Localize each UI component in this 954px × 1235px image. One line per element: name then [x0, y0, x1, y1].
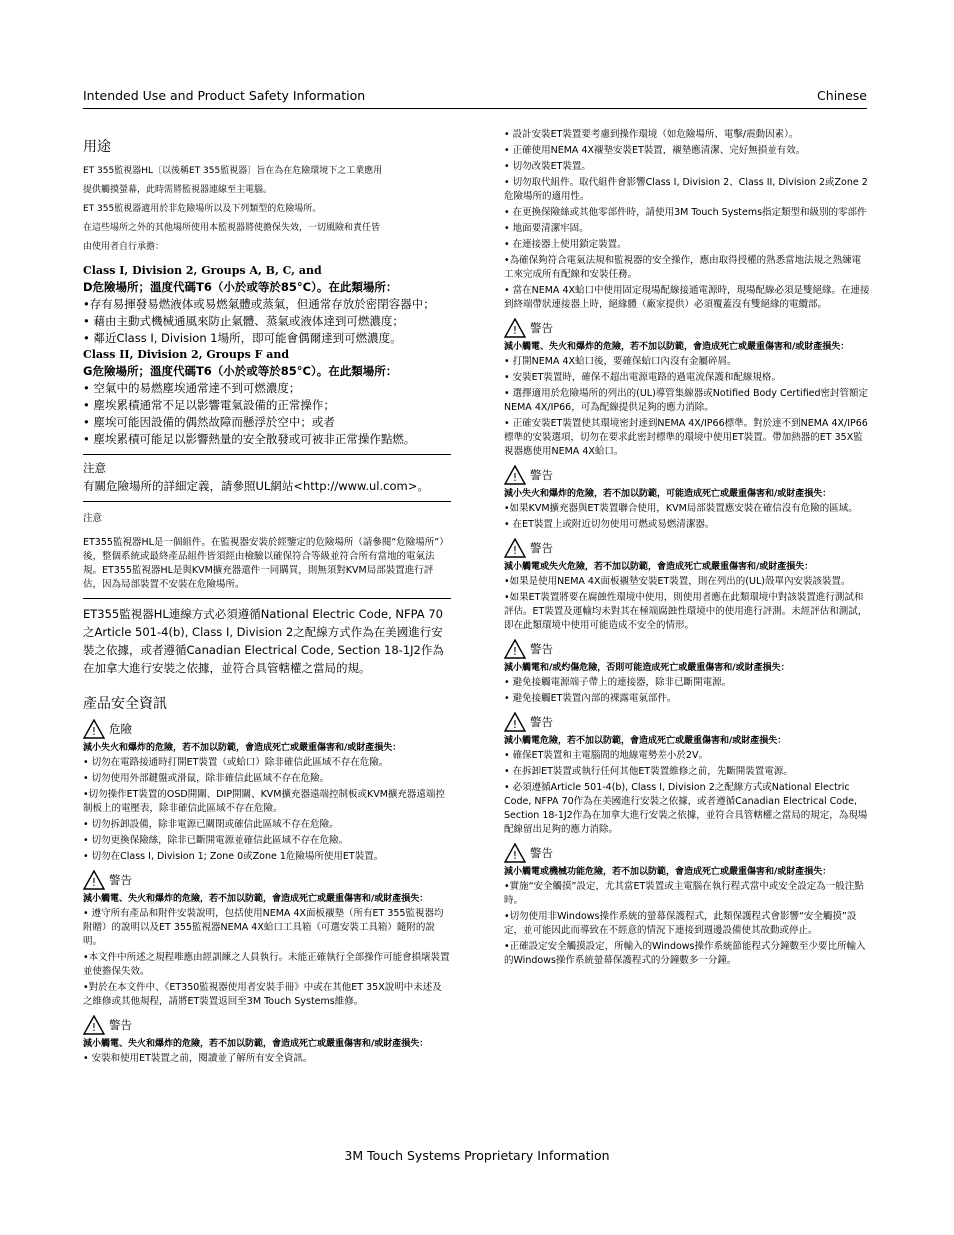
danger-list — [83, 756, 451, 864]
warning-triangle-icon — [83, 1015, 105, 1035]
list-item: • 安裝和使用ET裝置之前，閱讀並了解所有安全資訊。 — [83, 1053, 313, 1064]
warning-head: 減小觸電或機械功能危險，若不加以防範，會造成死亡或嚴重傷害和/或財產損失： — [504, 867, 832, 877]
warning-triangle-icon — [504, 318, 526, 338]
warning-label: 警告 — [109, 1018, 132, 1032]
class2-line: G危險場所；溫度代碼T6（小於或等於85°C）。在此類場所： — [83, 364, 398, 378]
warning-triangle-icon — [504, 465, 526, 485]
header-title: Intended Use and Product Safety Information — [83, 88, 366, 103]
warning-list — [504, 575, 870, 633]
warning-block — [504, 843, 870, 968]
warning-head: 減小失火和爆炸的危險，若不加以防範，可能造成死亡或嚴重傷害和/或財產損失： — [504, 489, 832, 499]
header-language: Chinese — [817, 88, 867, 103]
warning-heading — [504, 318, 870, 338]
svg-text:!: ! — [512, 849, 518, 862]
list-item: •如果KVM擴充器與ET裝置聯合使用，KVM局部裝置應安裝在確信沒有危險的區域。 — [504, 503, 858, 514]
class1-line: D危險場所；溫度代碼T6（小於或等於85°C）。在此類場所： — [83, 280, 398, 294]
warning-head: 減小觸電、失火和爆炸的危險，若不加以防範，會造成死亡或嚴重傷害和/或財產損失： — [83, 894, 429, 904]
list-item: • 設計安裝ET裝置要考慮到操作環境（如危險場所、電擊/震動因素）。 — [504, 129, 799, 140]
warning-heading — [83, 1015, 451, 1035]
warning-block — [504, 712, 870, 837]
list-item: •如果ET裝置將要在腐蝕性環境中使用，則使用者應在此類環境中對該裝置進行測試和評估。ET裝置及運輸均未對其在極端腐蝕性環境中的使用進行評測。未經評估和測試，即在此類環境中使用可能造成不安全的情形。 — [504, 592, 868, 631]
warning-head: 減小觸電危險，若不加以防範，會造成死亡或嚴重傷害和/或財產損失： — [504, 736, 787, 746]
list-item: •切勿操作ET裝置的OSD開關、DIP開關、KVM擴充器遠端控制板或KVM擴充器遠端控制板上的電壓表，除非確信此區域不存在危險。 — [83, 789, 445, 814]
list-item: • 切勿在Class I, Division 1; Zone 0或Zone 1危險場所使用ET裝置。 — [83, 851, 384, 862]
page-header — [83, 88, 867, 109]
warning-label: 警告 — [530, 715, 553, 729]
warning-triangle-icon — [83, 719, 105, 739]
warning-heading — [504, 843, 870, 863]
warning-head: 減小觸電、失火和爆炸的危險，若不加以防範，會造成死亡或嚴重傷害和/或財產損失： — [83, 1039, 429, 1049]
svg-text:!: ! — [512, 324, 518, 337]
installation-list — [504, 128, 870, 312]
list-item: • 空氣中的易燃塵埃通常達不到可燃濃度； — [83, 381, 301, 395]
warning-list — [504, 355, 870, 459]
class1-heading: Class I, Division 2, Groups A, B, C, and — [83, 264, 322, 277]
list-item: •為確保夠符合電氣法規和監視器的安全操作，應由取得授權的熟悉當地法規之熟練電工來完成所有配線和安裝任務。 — [504, 255, 862, 280]
list-item: •如果是使用NEMA 4X面板襯墊安裝ET裝置，則在列出的(UL)殼單內安裝該裝置。 — [504, 576, 851, 587]
note-box-ul — [83, 454, 451, 502]
warning-list — [504, 749, 870, 837]
list-item: • 在更換保險絲或其他零部件時，請使用3M Touch Systems指定類型和級別的零部件 — [504, 207, 867, 218]
warning-label: 警告 — [530, 642, 553, 656]
list-item: • 塵埃可能因設備的偶然故障而懸浮於空中；或者 — [83, 415, 335, 429]
warning-triangle-icon — [504, 538, 526, 558]
paragraph: ET 355監視器HL〔以後稱ET 355監視器〕旨在為在危險環境下之工業應用 — [83, 166, 383, 176]
list-item: • 避免接觸電源端子帶上的連接器，除非已斷開電源。 — [504, 677, 732, 688]
list-item: • 地面要清潔牢固。 — [504, 223, 589, 234]
svg-text:!: ! — [91, 1021, 97, 1034]
paragraph: 由使用者自行承擔： — [83, 242, 165, 252]
warning-heading — [504, 538, 870, 558]
list-item: • 塵埃累積可能足以影響熱量的安全散發或可被非正常操作點燃。 — [83, 432, 416, 446]
note-text: ET355監視器HL是一個組件。在監視器安裝於經鑒定的危險場所（請參閱“危險場所”）後，整個系統或最終產品組件皆須經由檢驗以確保符合等級並符合所有當地的電氣法規。ET355監視器HL是與KVM擴充器還件一同購買，則無須對KVM局部裝置進行評估，因為局部裝置不安裝在危險場所。 — [83, 537, 449, 590]
list-item: •正確設定安全觸摸設定，所輸入的Windows操作系統節能程式分鐘數至少要比所輸入的Windows操作系統螢幕保護程式的分鐘數多一分鐘。 — [504, 941, 866, 966]
warning-head: 減小觸電、失火和爆炸的危險，若不加以防範，會造成死亡或嚴重傷害和/或財產損失： — [504, 342, 850, 352]
danger-heading — [83, 719, 451, 739]
warning-list — [83, 1052, 451, 1066]
danger-label: 危險 — [109, 722, 132, 736]
list-item: • 切勿使用外部鍵盤或滑鼠，除非確信此區域不存在危險。 — [83, 773, 330, 784]
svg-text:!: ! — [512, 544, 518, 557]
warning-label: 警告 — [530, 321, 553, 335]
right-column — [504, 128, 870, 970]
list-item: • 當在NEMA 4X蛤口中使用固定現場配線接通電源時，現場配線必須是雙絕緣。在連接到終端帶狀連接器上時，絕緣體（廠家提供）必須覆蓋沒有雙絕緣的電纜部。 — [504, 285, 870, 310]
list-item: •實施“安全觸摸”設定，尤其當ET裝置或主電腦在執行程式當中或安全設定為一般注點時。 — [504, 881, 864, 906]
warning-heading — [83, 870, 451, 890]
list-item: • 塵埃累積通常不足以影響電氣設備的正常操作； — [83, 398, 335, 412]
svg-text:!: ! — [91, 725, 97, 738]
list-item: •存有易揮發易燃液体或易燃氣體或蒸氣，但通常存放於密閉容器中； — [83, 297, 435, 311]
warning-triangle-icon — [83, 870, 105, 890]
page-footer: 3M Touch Systems Proprietary Information — [344, 1148, 610, 1163]
list-item: • 正確安裝ET裝置使其環境密封達到NEMA 4X/IP66標準。對於達不到NEMA 4X/IP66標準的安裝選項，切勿在要求此密封標準的環境中使用ET裝置。帶加熱器的ET 35X監視器應使用NEMA 4X蛤口。 — [504, 418, 868, 457]
paragraph: 提供觸摸螢幕，此時需將監視器連線至主電腦。 — [83, 185, 273, 195]
warning-block — [504, 639, 870, 706]
note-text: 有關危險場所的詳細定義，請參照UL網站<http://www.ul.com>。 — [83, 479, 429, 493]
section-title-use: 用途 — [83, 139, 111, 155]
warning-label: 警告 — [530, 468, 553, 482]
section-title-safety: 產品安全資訊 — [83, 696, 167, 712]
warning-list — [504, 676, 870, 706]
list-item: • 確保ET裝置和主電腦間的地線電勢差小於2V。 — [504, 750, 708, 761]
svg-text:!: ! — [512, 645, 518, 658]
warning-block — [504, 465, 870, 532]
list-item: • 切勿拆卸設備，除非電源已關閉或確信此區域不存在危險。 — [83, 819, 339, 830]
warning-label: 警告 — [530, 541, 553, 555]
list-item: • 安裝ET裝置時，確保不超出電源電路的過電流保護和配線規格。 — [504, 372, 781, 383]
list-item: • 切勿在電路接通時打開ET裝置（或蛤口）除非確信此區域不存在危險。 — [83, 757, 389, 768]
warning-list — [83, 907, 451, 1009]
note-box-component — [83, 508, 451, 599]
list-item: • 藉由主動式機械通風來防止氣體、蒸氣或液体達到可燃濃度； — [83, 314, 404, 328]
class2-heading: Class II, Division 2, Groups F and — [83, 348, 290, 361]
warning-triangle-icon — [504, 843, 526, 863]
nec-paragraph: ET355監視器HL連線方式必須遵循National Electric Code, NFPA 70之Article 501-4(b), Class I, Division 2之配線方式作為在美國進行安裝之依據，或者遵循Canadian Electrical Code, Section 18-1J2作為在加拿大進行安裝之依據，並符合具管轄權之當局的規。 — [83, 607, 444, 675]
warning-triangle-icon — [504, 639, 526, 659]
warning-label: 警告 — [530, 846, 553, 860]
note-title: 注意 — [83, 513, 103, 524]
list-item: • 在拆卸ET裝置或執行任何其他ET裝置維修之前，先斷開裝置電源。 — [504, 766, 793, 777]
svg-text:!: ! — [91, 876, 97, 889]
danger-head: 減小失火和爆炸的危險，若不加以防範，會造成死亡或嚴重傷害和/或財產損失： — [83, 743, 402, 753]
class1-list — [83, 296, 451, 347]
list-item: • 在連接器上使用鎖定裝置。 — [504, 239, 627, 250]
paragraph: 在這些場所之外的其他場所使用本監視器將使擔保失效，一切風險和責任皆 — [83, 223, 381, 233]
warning-block — [504, 318, 870, 459]
warning-heading — [504, 465, 870, 485]
list-item: • 選擇適用於危險場所的列出的(UL)導管集線器或Notified Body Certified密封管額定NEMA 4X/IP66，可為配線提供足夠的應力消除。 — [504, 388, 869, 413]
warning-list — [504, 502, 870, 532]
note-title: 注意 — [83, 461, 106, 475]
warning-label: 警告 — [109, 873, 132, 887]
warning-block — [504, 538, 870, 633]
warning-head: 減小觸電或失火危險，若不加以防範，會造成死亡或嚴重傷害和/或財產損失： — [504, 562, 814, 572]
paragraph: ET 355監視器適用於非危險場所以及下列類型的危險場所。 — [83, 204, 322, 214]
list-item: • 正確使用NEMA 4X襯墊安裝ET裝置，襯墊應清潔、完好無損並有效。 — [504, 145, 806, 156]
list-item: • 遵守所有產品和附件安裝說明，包括使用NEMA 4X面板襯墊（所有ET 355監視器均附贈）的說明以及ET 355監視器NEMA 4X蛤口工具箱（可選安裝工具箱）隨附的說明。 — [83, 908, 444, 947]
list-item: • 鄰近Class I, Division 1場所，即可能會偶爾達到可燃濃度。 — [83, 331, 402, 345]
svg-text:!: ! — [512, 718, 518, 731]
warning-head: 減小觸電和/或灼傷危險，否則可能造成死亡或嚴重傷害和/或財產損失： — [504, 663, 790, 673]
svg-text:!: ! — [512, 471, 518, 484]
class2-list — [83, 380, 451, 448]
list-item: • 打開NEMA 4X蛤口後，要確保蛤口內沒有金屬碎屑。 — [504, 356, 737, 367]
list-item: •切勿使用非Windows操作系統的螢幕保護程式，此類保護程式會影響“安全觸摸”設定，並可能因此而導致在不經意的情況下連接到週邊設備使其故動或停止。 — [504, 911, 857, 936]
list-item: • 切勿取代組件。取代組件會影響Class I, Division 2、Class II, Division 2或Zone 2危險場所的適用性。 — [504, 177, 868, 202]
list-item: • 切勿改裝ET裝置。 — [504, 161, 591, 172]
warning-list — [504, 880, 870, 968]
left-column — [83, 128, 451, 1068]
list-item: • 必須遵循Article 501-4(b), Class I, Division 2之配線方式或National Electric Code, NFPA 70作為在美國進行安裝之依據，或者遵循Canadian Electrical Code, Section 18-1J2作為在加拿大進行安裝之依據，並符合具管轄權之當局的規定，為現場配線留出足夠的應力消除。 — [504, 782, 868, 835]
list-item: • 在ET裝置上或附近切勿使用可燃或易燃清潔器。 — [504, 519, 715, 530]
warning-heading — [504, 712, 870, 732]
list-item: • 避免接觸ET裝置內部的裸露電氣部件。 — [504, 693, 677, 704]
warning-heading — [504, 639, 870, 659]
list-item: • 切勿更換保險絲，除非已斷開電源並確信此區域不存在危險。 — [83, 835, 349, 846]
list-item: •對於在本文件中、《ET350監視器使用者安裝手冊》中或在其他ET 35X說明中未述及之維修或其他規程，請將ET裝置返回至3M Touch Systems維修。 — [83, 982, 442, 1007]
warning-triangle-icon — [504, 712, 526, 732]
intended-use-text — [83, 162, 451, 257]
list-item: •本文件中所述之規程唯應由經訓練之人員執行。未能正確執行全部操作可能會損壞裝置並使擔保失效。 — [83, 952, 450, 977]
